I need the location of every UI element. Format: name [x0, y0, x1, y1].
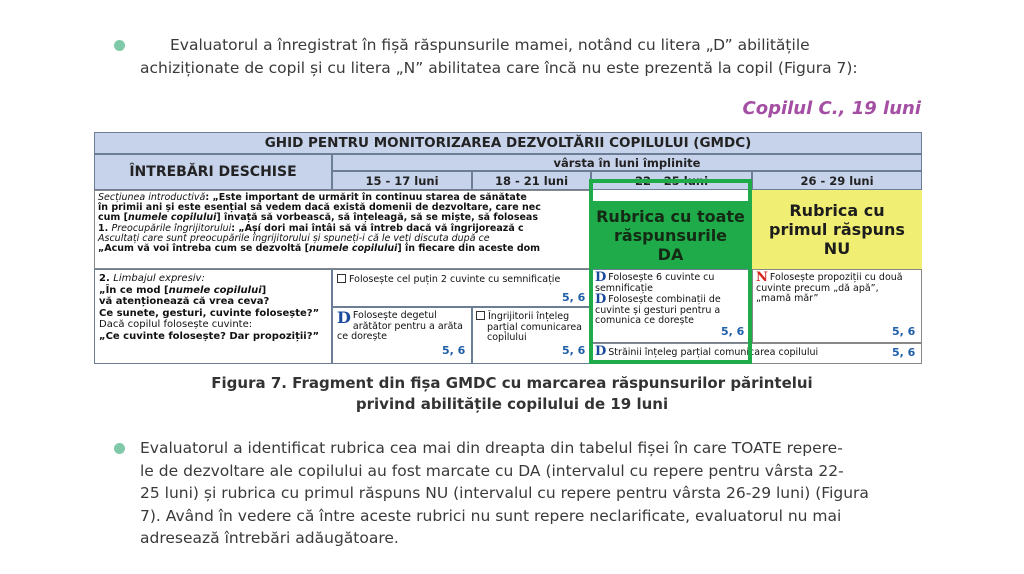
item-index-finger-text-2: arătător pentru a arăta [352, 320, 463, 332]
d-mark: D [595, 344, 607, 359]
item-combinations-text-2: cuvinte și gesturi pentru a [595, 304, 721, 316]
intro-text-3c: ] învață să vorbească, să înțeleagă, să se miște, să foloseas [216, 212, 538, 224]
item-caregivers-understand [476, 311, 588, 344]
item-caregivers-num: 5, 6 [562, 344, 586, 357]
item-two-word-sentences [756, 270, 918, 305]
checkbox-icon [337, 274, 346, 283]
column-26-29: 26 - 29 luni [752, 171, 922, 190]
final-line-3: 25 luni) și rubrica cu primul răspuns NU (intervalul cu repere pentru vârsta 26-29 luni) (Figura [140, 484, 869, 502]
item-strangers-text: Străinii înțeleg parțial comunicarea copilului [608, 347, 819, 358]
d-mark: D [337, 308, 351, 327]
age-header: vârsta în luni împlinite [332, 154, 922, 171]
item-combinations-text-1: Folosește combinații de [608, 294, 721, 305]
all-yes-label-2: răspunsurile [613, 225, 728, 245]
item-caregivers-text-1: Îngrijitorii înțeleg [488, 311, 570, 322]
final-line-2: le de dezvoltare ale copilului au fost marcate cu DA (intervalul cu repere pentru vârsta 22- [140, 461, 844, 480]
intro-text-3a: cum [ [98, 212, 128, 224]
question-text-2: vă atenționează că vrea ceva? [99, 296, 270, 307]
item-sentences-num: 5, 6 [892, 325, 916, 338]
question-text-5: „Ce cuvinte folosește? Dar propoziții?” [99, 330, 320, 342]
intro-text-6c: ] în fiecare din aceste dom [397, 243, 541, 255]
item-combinations-text-3: comunica ce dorește [595, 315, 695, 326]
intro-paragraph [118, 34, 924, 79]
intro-line-2: achiziționate de copil și cu litera „N” abilitatea care încă nu este prezentă la copil (Figura 7): [140, 58, 858, 77]
question-cell [94, 269, 332, 364]
item-index-finger-text-3: ce dorește [337, 331, 387, 342]
bullet-icon [114, 443, 125, 454]
item-2-words-num: 5, 6 [562, 291, 586, 304]
item-combinations-num: 5, 6 [721, 325, 745, 338]
item-combinations [595, 292, 745, 327]
question-text-1c: ] [261, 284, 267, 296]
item-6-words-text-1: Folosește 6 cuvinte cu [608, 272, 715, 283]
intro-text-4b: Preocupările îngrijitorului [111, 222, 232, 234]
caption-line-2: privind abilitățile copilului de 19 luni [355, 395, 669, 413]
item-index-finger-num: 5, 6 [442, 344, 466, 357]
intro-text-6a: „Acum vă voi întreba cum se dezvoltă [ [98, 243, 309, 255]
item-index-finger-text-1: Folosește degetul [352, 310, 437, 321]
first-no-label-3: NU [823, 239, 851, 258]
table-title: GHID PENTRU MONITORIZAREA DEZVOLTĂRII COPILULUI (GMDC) [94, 132, 922, 154]
figure-caption [0, 373, 1024, 415]
column-18-21: 18 - 21 luni [472, 171, 591, 190]
intro-text-6b: numele copilului [308, 243, 398, 255]
item-caregivers-text-3: copilului [487, 332, 527, 343]
all-yes-label-1: Rubrica cu toate [596, 206, 745, 226]
intro-text-2: în primii ani și este esențial să vedem dacă există domenii de dezvoltare, care nec [98, 202, 541, 214]
first-no-label [752, 192, 922, 267]
intro-section [94, 190, 591, 269]
d-mark: D [595, 292, 607, 307]
final-line-1: Evaluatorul a identificat rubrica cea mai din dreapta din tabelul fișei în care TOATE repere- [140, 439, 843, 457]
item-2-words-text: Folosește cel puțin 2 cuvinte cu semnificație [349, 274, 561, 285]
question-number: 2. [99, 273, 114, 284]
intro-text-4a: 1. [98, 222, 112, 234]
intro-line-1: Evaluatorul a înregistrat în fișă răspunsurile mamei, notând cu litera „D” abilitățile [170, 36, 810, 54]
question-text-4: Dacă copilul folosește cuvinte: [99, 319, 253, 330]
final-line-4: 7). Având în vedere că între aceste rubrici nu sunt repere neclarificate, evaluatorul nu mai [140, 506, 842, 525]
gmdc-table [94, 132, 922, 364]
column-15-17: 15 - 17 luni [332, 171, 472, 190]
item-strangers-num: 5, 6 [892, 346, 916, 359]
item-sentences-text-3: „mamă măr” [756, 293, 819, 304]
item-6-words [595, 270, 745, 294]
n-mark: N [756, 270, 768, 285]
open-questions-header: ÎNTREBĂRI DESCHISE [94, 154, 332, 190]
first-no-label-1: Rubrica cu [789, 201, 885, 220]
item-strangers-understand [595, 344, 895, 359]
intro-text-5: Ascultați care sunt preocupările îngrijitorului și spuneți-i că le veți discuta după ce [98, 232, 490, 244]
checkbox-icon [476, 311, 485, 320]
all-yes-label [593, 201, 748, 269]
item-sentences-text-1: Folosește propoziții cu două [769, 272, 903, 283]
all-yes-label-3: DA [657, 244, 684, 264]
column-22-25: 22 - 25 luni [591, 171, 752, 190]
question-text-1b: numele copilului [168, 284, 262, 296]
final-paragraph [118, 437, 924, 550]
item-6-words-text-2: semnificație [595, 282, 653, 294]
final-line-5: adresează întrebări adăugătoare. [140, 529, 399, 547]
intro-text-3b: numele copilului [127, 212, 217, 224]
item-2-words [337, 274, 577, 286]
item-sentences-text-2: cuvinte precum „dă apă”, [756, 282, 879, 294]
item-caregivers-text-2: parțial comunicarea [487, 321, 582, 333]
question-domain: Limbajul expresiv: [113, 273, 205, 284]
bullet-icon [114, 40, 125, 51]
d-mark: D [595, 270, 607, 285]
subject-label: Copilul C., 19 luni [742, 98, 921, 119]
intro-section-label: Secțiunea introductivă [98, 192, 206, 203]
intro-text-4c: : „Așí dori mai întâi să vă întreb dacă vă îngrijorează c [231, 222, 524, 234]
first-no-label-2: primul răspuns [769, 220, 905, 239]
question-text-3: Ce sunete, gesturi, cuvinte folosește?” [99, 307, 320, 319]
question-text-1a: „În ce mod [ [99, 284, 169, 296]
intro-text-1: : „Este important de urmărit în continuu starea de sănătate [205, 192, 527, 203]
item-index-finger [337, 308, 467, 343]
caption-line-1: Figura 7. Fragment din fișa GMDC cu marcarea răspunsurilor părintelui [211, 374, 813, 392]
